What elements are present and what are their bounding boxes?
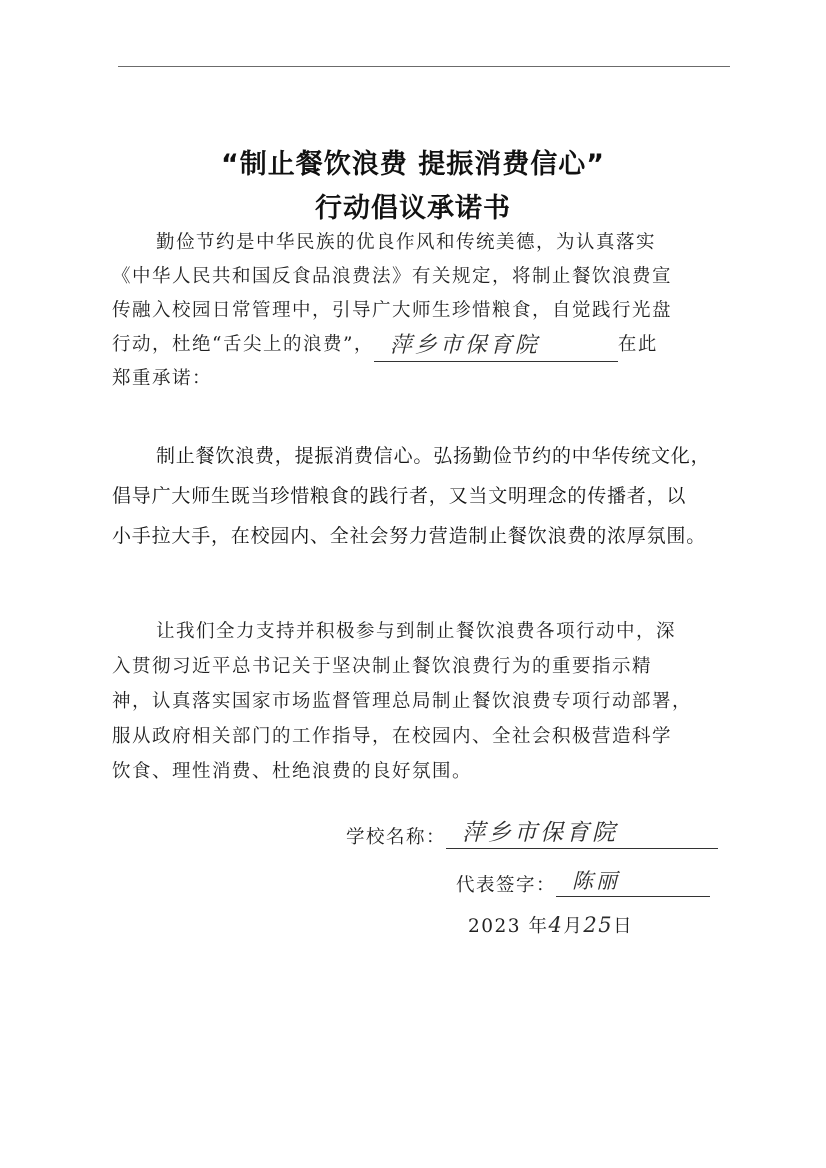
date-month-handwritten: 4 <box>548 913 564 937</box>
date-row <box>468 912 633 938</box>
title-line-1: “制止餐饮浪费 提振消费信心” <box>221 149 605 180</box>
paragraph-line: 服从政府相关部门的工作指导，在校园内、全社会积极营造科学 <box>112 726 673 747</box>
date-day-handwritten: 25 <box>583 913 614 937</box>
paragraph-line: 制止餐饮浪费，提振消费信心。弘扬勤俭节约的中华传统文化， <box>156 445 711 467</box>
representative-signature: 陈丽 <box>556 866 710 897</box>
paragraph-line-text: 行动，杜绝“舌尖上的浪费”， <box>112 334 374 355</box>
paragraph-line-with-blank <box>112 328 724 362</box>
school-name-label: 学校名称： <box>346 827 447 848</box>
paragraph-line-text: 在此 <box>617 334 658 355</box>
paragraph-line: 入贯彻习近平总书记关于坚决制止餐饮浪费行为的重要指示精 <box>112 656 653 677</box>
paragraph-line: 郑重承诺： <box>112 368 213 389</box>
paragraph-3 <box>112 614 724 789</box>
handwritten-school-name: 萍乡市保育院 <box>374 331 618 362</box>
date-year: 2023 年 <box>468 916 549 937</box>
paragraph-line: 让我们全力支持并积极参与到制止餐饮浪费各项行动中，深 <box>156 621 677 642</box>
date-month-suffix: 月 <box>563 916 584 937</box>
paragraph-line: 倡导广大师生既当珍惜粮食的践行者，又当文明理念的传播者，以 <box>112 485 687 507</box>
paragraph-line: 小手拉大手，在校园内、全社会努力营造制止餐饮浪费的浓厚氛围。 <box>112 525 707 547</box>
paragraph-1 <box>112 226 724 396</box>
school-name-handwritten: 萍乡市保育院 <box>446 818 718 849</box>
paragraph-line: 勤俭节约是中华民族的优良作风和传统美德，为认真落实 <box>156 232 657 253</box>
paragraph-2 <box>112 436 724 556</box>
date-day-suffix: 日 <box>613 916 634 937</box>
header-rule <box>118 66 730 67</box>
title-line-2: 行动倡议承诺书 <box>315 193 511 224</box>
representative-label: 代表签字： <box>456 875 557 896</box>
paragraph-line: 《中华人民共和国反食品浪费法》有关规定，将制止餐饮浪费宣 <box>112 266 673 287</box>
paragraph-line: 饮食、理性消费、杜绝浪费的良好氛围。 <box>112 761 473 782</box>
paragraph-line: 神，认真落实国家市场监督管理总局制止餐饮浪费专项行动部署， <box>112 691 693 712</box>
school-name-row <box>346 818 718 849</box>
representative-signature-row <box>456 866 710 897</box>
paragraph-line: 传融入校园日常管理中，引导广大师生珍惜粮食，自觉践行光盘 <box>112 300 673 321</box>
